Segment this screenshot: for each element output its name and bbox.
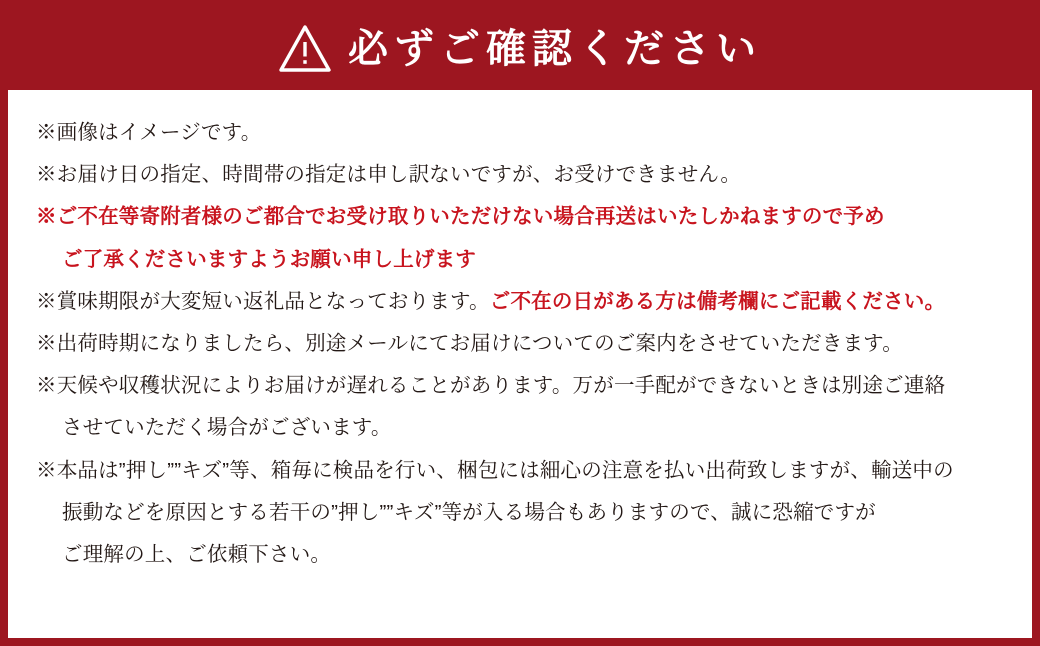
note-line: ※本品は”押し””キズ”等、箱毎に検品を行い、梱包には細心の注意を払い出荷致しますが、輸送中の bbox=[36, 458, 954, 482]
page-title: 必ずご確認ください bbox=[348, 27, 762, 71]
notice-header bbox=[8, 8, 1032, 90]
note-line: ※天候や収穫状況によりお届けが遅れることがあります。万が一手配ができないときは別途ご連絡 bbox=[36, 374, 946, 398]
warning-triangle-icon bbox=[278, 22, 332, 76]
note-line: ※画像はイメージです。 bbox=[36, 121, 262, 144]
note-line bbox=[36, 285, 1004, 318]
note-line: ご理解の上、ご依頼下さい。 bbox=[62, 543, 332, 567]
note-line: ご了承くださいますようお願い申し上げます bbox=[62, 247, 476, 271]
note-line: ※出荷時期になりましたら、別途メールにてお届けについてのご案内をさせていただきます。 bbox=[36, 332, 903, 356]
notice-body bbox=[8, 90, 1032, 638]
note-line: 振動などを原因とする若干の”押し””キズ”等が入る場合もありますので、誠に恐縮ですが bbox=[62, 500, 876, 524]
note-line: ※ご不在等寄附者様のご都合でお受け取りいただけない場合再送はいたしかねますので予め bbox=[36, 205, 885, 229]
note-line: ※お届け日の指定、時間帯の指定は申し訳ないですが、お受けできません。 bbox=[36, 163, 742, 187]
note-emphasis: ご不在の日がある方は備考欄にご記載ください。 bbox=[489, 289, 946, 313]
note-text: ※賞味期限が大変短い返礼品となっております。 bbox=[36, 289, 490, 313]
note-line: させていただく場合がございます。 bbox=[62, 416, 392, 440]
